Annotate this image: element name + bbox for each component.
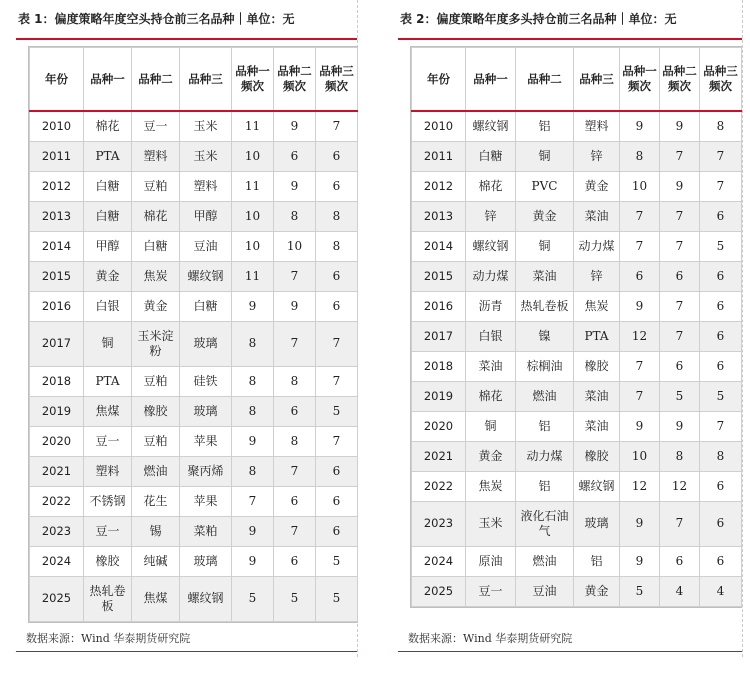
table2-source-rule (398, 651, 742, 652)
cell-variety2: 铝 (516, 471, 574, 501)
table1-header-variety1: 品种一 (84, 48, 132, 112)
cell-freq3: 7 (700, 141, 742, 171)
cell-freq1: 7 (232, 486, 274, 516)
cell-freq3: 6 (700, 351, 742, 381)
cell-variety3: 玻璃 (574, 501, 620, 546)
table-row (412, 231, 742, 261)
cell-variety1: PTA (84, 141, 132, 171)
cell-freq1: 8 (620, 141, 660, 171)
cell-year: 2010 (412, 111, 466, 141)
cell-variety1: 焦煤 (84, 396, 132, 426)
table2-header-variety3: 品种三 (574, 48, 620, 112)
cell-freq1: 11 (232, 111, 274, 141)
cell-variety3: 豆油 (180, 231, 232, 261)
table1-header-freq3: 品种三频次 (316, 48, 358, 112)
table-row (30, 516, 358, 546)
cell-freq2: 5 (660, 381, 700, 411)
cell-variety1: 白银 (466, 321, 516, 351)
cell-freq1: 10 (620, 441, 660, 471)
table-row (30, 576, 358, 621)
cell-variety3: 硅铁 (180, 366, 232, 396)
table1-header-variety2: 品种二 (132, 48, 180, 112)
cell-variety1: 热轧卷板 (84, 576, 132, 621)
table1-header-year: 年份 (30, 48, 84, 112)
cell-variety2: 黄金 (516, 201, 574, 231)
cell-year: 2025 (412, 576, 466, 606)
table-row (30, 141, 358, 171)
cell-freq3: 6 (316, 516, 358, 546)
table1-box (28, 46, 358, 623)
cell-freq1: 10 (232, 141, 274, 171)
cell-year: 2015 (30, 261, 84, 291)
cell-freq2: 7 (660, 141, 700, 171)
cell-variety1: 棉花 (84, 111, 132, 141)
cell-variety2: 塑料 (132, 141, 180, 171)
table1-title: 表 1：偏度策略年度空头持仓前三名品种｜单位：无 (18, 12, 295, 26)
cell-freq3: 6 (316, 171, 358, 201)
cell-variety1: 铜 (84, 321, 132, 366)
cell-variety2: 棕榈油 (516, 351, 574, 381)
cell-variety3: 玉米 (180, 111, 232, 141)
cell-variety3: 黄金 (574, 576, 620, 606)
table2-title: 表 2：偏度策略年度多头持仓前三名品种｜单位：无 (400, 12, 677, 26)
cell-variety2: PVC (516, 171, 574, 201)
table-row (412, 501, 742, 546)
table2-header-freq1: 品种一频次 (620, 48, 660, 112)
cell-year: 2013 (412, 201, 466, 231)
cell-variety2: 玉米淀粉 (132, 321, 180, 366)
cell-freq3: 6 (700, 471, 742, 501)
cell-variety2: 豆一 (132, 111, 180, 141)
cell-freq3: 8 (700, 441, 742, 471)
cell-variety3: 橡胶 (574, 441, 620, 471)
cell-year: 2020 (412, 411, 466, 441)
cell-year: 2012 (30, 171, 84, 201)
cell-year: 2020 (30, 426, 84, 456)
cell-freq3: 6 (700, 261, 742, 291)
cell-variety1: 黄金 (84, 261, 132, 291)
cell-year: 2025 (30, 576, 84, 621)
cell-freq3: 6 (316, 291, 358, 321)
cell-variety1: 玉米 (466, 501, 516, 546)
cell-year: 2022 (30, 486, 84, 516)
table-row (30, 171, 358, 201)
cell-freq2: 7 (660, 321, 700, 351)
table2-header-variety1: 品种一 (466, 48, 516, 112)
table1-header-variety3: 品种三 (180, 48, 232, 112)
cell-freq2: 6 (274, 141, 316, 171)
cell-year: 2012 (412, 171, 466, 201)
cell-variety2: 燃油 (516, 381, 574, 411)
table2-title-rule (398, 38, 742, 40)
cell-variety1: 棉花 (466, 171, 516, 201)
cell-variety3: 菜油 (574, 381, 620, 411)
table-row (412, 546, 742, 576)
table-row (30, 426, 358, 456)
cell-freq2: 7 (660, 501, 700, 546)
cell-freq3: 6 (316, 141, 358, 171)
cell-year: 2023 (412, 501, 466, 546)
cell-variety1: 塑料 (84, 456, 132, 486)
cell-year: 2019 (30, 396, 84, 426)
cell-variety3: 玻璃 (180, 321, 232, 366)
cell-variety2: 黄金 (132, 291, 180, 321)
table1-header-row (30, 48, 358, 112)
cell-freq3: 7 (316, 426, 358, 456)
table-row (412, 576, 742, 606)
cell-freq1: 7 (620, 231, 660, 261)
cell-year: 2019 (412, 381, 466, 411)
cell-variety3: 螺纹钢 (574, 471, 620, 501)
cell-freq1: 12 (620, 471, 660, 501)
cell-variety3: 玻璃 (180, 546, 232, 576)
cell-freq3: 6 (700, 201, 742, 231)
cell-freq2: 6 (660, 351, 700, 381)
cell-variety1: 沥青 (466, 291, 516, 321)
table-row (412, 381, 742, 411)
cell-variety2: 焦煤 (132, 576, 180, 621)
cell-freq1: 10 (232, 231, 274, 261)
cell-year: 2023 (30, 516, 84, 546)
table-row (30, 231, 358, 261)
cell-variety1: 白糖 (84, 171, 132, 201)
cell-freq2: 12 (660, 471, 700, 501)
table-row (412, 411, 742, 441)
cell-variety2: 橡胶 (132, 396, 180, 426)
cell-freq1: 9 (232, 516, 274, 546)
cell-freq1: 11 (232, 261, 274, 291)
cell-freq2: 7 (274, 261, 316, 291)
cell-freq3: 6 (316, 456, 358, 486)
cell-freq2: 5 (274, 576, 316, 621)
cell-freq3: 5 (316, 576, 358, 621)
cell-freq3: 6 (700, 501, 742, 546)
cell-variety1: 铜 (466, 411, 516, 441)
cell-freq2: 9 (274, 171, 316, 201)
cell-freq1: 10 (232, 201, 274, 231)
table-row (30, 546, 358, 576)
cell-variety1: 动力煤 (466, 261, 516, 291)
table-row (30, 456, 358, 486)
cell-variety3: PTA (574, 321, 620, 351)
cell-year: 2013 (30, 201, 84, 231)
cell-variety1: 白糖 (84, 201, 132, 231)
cell-variety1: 橡胶 (84, 546, 132, 576)
cell-freq2: 9 (660, 171, 700, 201)
cell-variety3: 玻璃 (180, 396, 232, 426)
table-row (30, 486, 358, 516)
cell-freq3: 4 (700, 576, 742, 606)
cell-variety2: 动力煤 (516, 441, 574, 471)
cell-freq3: 5 (316, 546, 358, 576)
table2-header-freq3: 品种三频次 (700, 48, 742, 112)
cell-variety1: 螺纹钢 (466, 231, 516, 261)
cell-freq1: 9 (620, 546, 660, 576)
cell-variety1: 螺纹钢 (466, 111, 516, 141)
table-row (30, 321, 358, 366)
cell-variety2: 铝 (516, 411, 574, 441)
cell-variety2: 焦炭 (132, 261, 180, 291)
table-row (412, 291, 742, 321)
cell-year: 2011 (412, 141, 466, 171)
cell-year: 2016 (412, 291, 466, 321)
cell-year: 2021 (412, 441, 466, 471)
cell-freq3: 7 (316, 111, 358, 141)
cell-year: 2024 (412, 546, 466, 576)
table-row (30, 201, 358, 231)
cell-freq1: 8 (232, 396, 274, 426)
cell-freq2: 9 (660, 111, 700, 141)
table-row (412, 321, 742, 351)
cell-freq3: 6 (316, 261, 358, 291)
table-row (412, 141, 742, 171)
cell-freq1: 9 (620, 411, 660, 441)
cell-freq1: 7 (620, 201, 660, 231)
table2-source: 数据来源：Wind 华泰期货研究院 (408, 632, 573, 645)
cell-freq3: 6 (316, 486, 358, 516)
table2-panel (386, 0, 743, 657)
cell-variety3: 聚丙烯 (180, 456, 232, 486)
cell-variety3: 螺纹钢 (180, 261, 232, 291)
table2-box (410, 46, 742, 608)
table1-header-freq2: 品种二频次 (274, 48, 316, 112)
cell-variety2: 镍 (516, 321, 574, 351)
cell-freq1: 5 (620, 576, 660, 606)
cell-variety3: 白糖 (180, 291, 232, 321)
cell-freq1: 9 (232, 426, 274, 456)
cell-variety2: 铜 (516, 141, 574, 171)
table1-source-rule (16, 651, 357, 652)
cell-variety3: 苹果 (180, 426, 232, 456)
cell-year: 2016 (30, 291, 84, 321)
cell-variety3: 黄金 (574, 171, 620, 201)
cell-freq3: 7 (316, 321, 358, 366)
cell-year: 2018 (30, 366, 84, 396)
cell-freq1: 9 (620, 291, 660, 321)
cell-freq3: 6 (700, 546, 742, 576)
cell-freq2: 6 (274, 486, 316, 516)
table-row (412, 201, 742, 231)
cell-freq2: 7 (274, 321, 316, 366)
cell-freq1: 9 (232, 291, 274, 321)
cell-year: 2011 (30, 141, 84, 171)
cell-freq1: 7 (620, 381, 660, 411)
table-row (412, 171, 742, 201)
cell-freq3: 8 (316, 231, 358, 261)
cell-variety3: 锌 (574, 261, 620, 291)
cell-variety3: 橡胶 (574, 351, 620, 381)
table-row (30, 111, 358, 141)
cell-freq1: 11 (232, 171, 274, 201)
cell-variety3: 甲醇 (180, 201, 232, 231)
cell-variety2: 热轧卷板 (516, 291, 574, 321)
cell-variety2: 纯碱 (132, 546, 180, 576)
cell-variety2: 棉花 (132, 201, 180, 231)
cell-variety1: 豆一 (466, 576, 516, 606)
cell-variety1: 棉花 (466, 381, 516, 411)
cell-variety3: 玉米 (180, 141, 232, 171)
cell-variety2: 锡 (132, 516, 180, 546)
cell-variety2: 豆粕 (132, 426, 180, 456)
cell-variety1: 豆一 (84, 516, 132, 546)
cell-freq2: 8 (660, 441, 700, 471)
cell-variety1: 菜油 (466, 351, 516, 381)
table2-body (412, 111, 742, 606)
cell-freq2: 9 (274, 111, 316, 141)
cell-freq2: 10 (274, 231, 316, 261)
table1-source: 数据来源：Wind 华泰期货研究院 (26, 632, 191, 645)
cell-freq2: 7 (660, 201, 700, 231)
cell-variety3: 菜粕 (180, 516, 232, 546)
cell-freq2: 7 (660, 291, 700, 321)
table1-panel (4, 0, 358, 657)
cell-variety3: 动力煤 (574, 231, 620, 261)
cell-variety2: 豆粕 (132, 366, 180, 396)
table2-header-row (412, 48, 742, 112)
cell-freq1: 8 (232, 366, 274, 396)
cell-freq1: 7 (620, 351, 660, 381)
table1-body (30, 111, 358, 621)
cell-freq3: 8 (700, 111, 742, 141)
cell-freq2: 7 (660, 231, 700, 261)
cell-variety3: 焦炭 (574, 291, 620, 321)
cell-variety1: 黄金 (466, 441, 516, 471)
table-row (30, 261, 358, 291)
cell-year: 2022 (412, 471, 466, 501)
cell-freq1: 8 (232, 456, 274, 486)
cell-variety2: 铝 (516, 111, 574, 141)
cell-year: 2014 (30, 231, 84, 261)
table2-header-freq2: 品种二频次 (660, 48, 700, 112)
cell-variety3: 菜油 (574, 201, 620, 231)
cell-year: 2015 (412, 261, 466, 291)
cell-variety1: 豆一 (84, 426, 132, 456)
cell-variety1: 锌 (466, 201, 516, 231)
table-row (30, 291, 358, 321)
cell-freq3: 7 (700, 171, 742, 201)
cell-freq2: 9 (660, 411, 700, 441)
cell-freq3: 7 (700, 411, 742, 441)
cell-variety2: 燃油 (132, 456, 180, 486)
cell-freq1: 12 (620, 321, 660, 351)
cell-variety2: 白糖 (132, 231, 180, 261)
cell-freq2: 8 (274, 426, 316, 456)
cell-year: 2018 (412, 351, 466, 381)
cell-freq1: 9 (620, 501, 660, 546)
table1 (29, 47, 358, 622)
cell-freq3: 8 (316, 201, 358, 231)
cell-freq3: 5 (700, 381, 742, 411)
cell-variety2: 豆油 (516, 576, 574, 606)
cell-year: 2017 (30, 321, 84, 366)
table-row (30, 366, 358, 396)
cell-variety2: 花生 (132, 486, 180, 516)
cell-variety1: 焦炭 (466, 471, 516, 501)
cell-variety1: PTA (84, 366, 132, 396)
cell-variety3: 塑料 (180, 171, 232, 201)
table2-header-variety2: 品种二 (516, 48, 574, 112)
cell-year: 2021 (30, 456, 84, 486)
cell-freq3: 7 (316, 366, 358, 396)
table1-title-rule (16, 38, 357, 40)
cell-freq2: 6 (660, 546, 700, 576)
table2 (411, 47, 742, 607)
cell-freq2: 8 (274, 201, 316, 231)
table-row (30, 396, 358, 426)
cell-freq2: 4 (660, 576, 700, 606)
cell-freq1: 9 (620, 111, 660, 141)
cell-variety1: 原油 (466, 546, 516, 576)
cell-freq1: 9 (232, 546, 274, 576)
cell-variety3: 苹果 (180, 486, 232, 516)
cell-variety1: 白糖 (466, 141, 516, 171)
cell-freq2: 6 (660, 261, 700, 291)
cell-variety2: 液化石油气 (516, 501, 574, 546)
cell-variety2: 菜油 (516, 261, 574, 291)
cell-freq2: 8 (274, 366, 316, 396)
cell-variety2: 燃油 (516, 546, 574, 576)
cell-year: 2010 (30, 111, 84, 141)
table1-header-freq1: 品种一频次 (232, 48, 274, 112)
cell-freq2: 9 (274, 291, 316, 321)
cell-freq2: 7 (274, 516, 316, 546)
cell-variety3: 菜油 (574, 411, 620, 441)
cell-freq2: 7 (274, 456, 316, 486)
table-row (412, 261, 742, 291)
table-row (412, 441, 742, 471)
cell-freq3: 5 (316, 396, 358, 426)
cell-freq3: 6 (700, 321, 742, 351)
cell-variety1: 甲醇 (84, 231, 132, 261)
cell-variety2: 豆粕 (132, 171, 180, 201)
cell-freq1: 6 (620, 261, 660, 291)
table2-header-year: 年份 (412, 48, 466, 112)
cell-year: 2017 (412, 321, 466, 351)
cell-freq1: 5 (232, 576, 274, 621)
cell-variety3: 锌 (574, 141, 620, 171)
cell-freq1: 10 (620, 171, 660, 201)
cell-freq2: 6 (274, 546, 316, 576)
cell-freq3: 5 (700, 231, 742, 261)
cell-freq2: 6 (274, 396, 316, 426)
cell-variety3: 铝 (574, 546, 620, 576)
cell-freq3: 6 (700, 291, 742, 321)
cell-freq1: 8 (232, 321, 274, 366)
table-row (412, 111, 742, 141)
cell-variety1: 不锈钢 (84, 486, 132, 516)
cell-year: 2024 (30, 546, 84, 576)
cell-variety2: 铜 (516, 231, 574, 261)
cell-variety3: 螺纹钢 (180, 576, 232, 621)
table-row (412, 471, 742, 501)
cell-variety3: 塑料 (574, 111, 620, 141)
table-row (412, 351, 742, 381)
cell-variety1: 白银 (84, 291, 132, 321)
cell-year: 2014 (412, 231, 466, 261)
